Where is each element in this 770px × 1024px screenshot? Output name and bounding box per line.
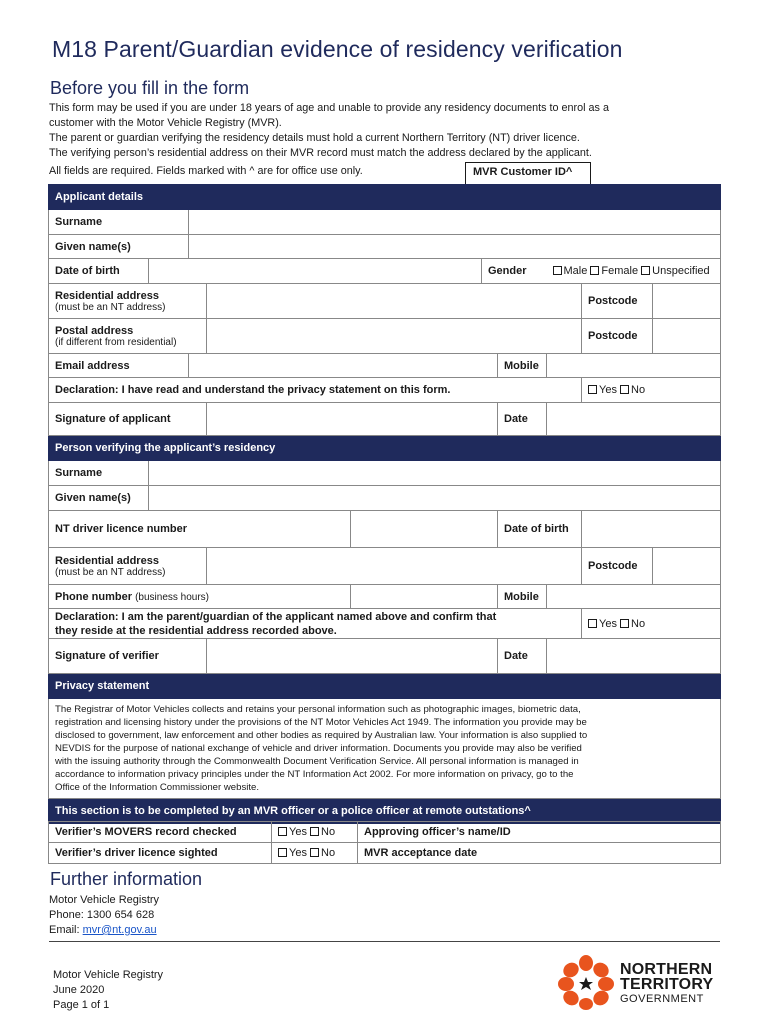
applicant-postcode-label: Postcode xyxy=(582,284,653,319)
verifier-postcode-label: Postcode xyxy=(582,548,653,585)
applicant-postal-address-label: Postal address (if different from residential) xyxy=(49,319,207,354)
applicant-res-address-label: Residential address (must be an NT address) xyxy=(49,284,207,319)
office-movers-options xyxy=(272,822,358,843)
applicant-declaration-no[interactable]: No xyxy=(620,384,645,396)
applicant-mobile-field[interactable] xyxy=(547,354,721,378)
applicant-mobile-label: Mobile xyxy=(498,354,547,378)
office-acceptance-label: MVR acceptance date xyxy=(358,843,533,864)
privacy-line: NEVDIS for the purpose of national exchange of vehicle and driver information. Documents you provide may also be verified xyxy=(55,743,582,754)
office-movers-yes[interactable]: Yes xyxy=(278,826,307,838)
verifier-declaration-yes[interactable]: Yes xyxy=(588,618,617,630)
privacy-section-header: Privacy statement xyxy=(49,674,721,699)
privacy-line: Office of the Information Commissioner website. xyxy=(55,782,260,793)
verifier-declaration-no[interactable]: No xyxy=(620,618,645,630)
verifier-postcode-field[interactable] xyxy=(653,548,721,585)
applicant-gender-label: Gender xyxy=(482,259,547,284)
applicant-gender-options xyxy=(547,259,721,284)
verifier-date-label: Date xyxy=(498,639,547,674)
logo-wordmark: NORTHERN TERRITORY GOVERNMENT xyxy=(620,961,714,1005)
applicant-postcode-field[interactable] xyxy=(653,284,721,319)
applicant-dob-field[interactable] xyxy=(149,259,482,284)
applicant-postal-address-field[interactable] xyxy=(207,319,582,354)
applicant-signature-label: Signature of applicant xyxy=(49,403,207,436)
further-heading: Further information xyxy=(50,869,203,889)
verifier-mobile-label: Mobile xyxy=(498,585,547,609)
office-movers-label: Verifier’s MOVERS record checked xyxy=(49,822,272,843)
intro-line: customer with the Motor Vehicle Registry (MVR). xyxy=(49,117,282,129)
intro-line: This form may be used if you are under 18 years of age and unable to provide any residency documents to enrol as a xyxy=(49,102,609,114)
privacy-line: registration and licensing history under the provisions of the NT Motor Vehicles Act 1949. The information you provide may be xyxy=(55,717,587,728)
privacy-line: with the issuing authority through the Commonwealth Document Verification Service. All personal information is managed in xyxy=(55,756,579,767)
checkbox-icon xyxy=(553,266,562,275)
office-approving-field[interactable] xyxy=(533,822,721,843)
before-heading: Before you fill in the form xyxy=(50,78,250,98)
office-licence-yes[interactable]: Yes xyxy=(278,847,307,859)
verifier-phone-label: Phone number (business hours) xyxy=(49,585,351,609)
office-licence-sighted-label: Verifier’s driver licence sighted xyxy=(49,843,272,864)
verifier-surname-label: Surname xyxy=(49,461,149,486)
gender-unspecified-checkbox[interactable]: Unspecified xyxy=(641,265,709,277)
office-section-header: This section is to be completed by an MVR officer or a police officer at remote outstations^ xyxy=(49,799,721,824)
verifier-licence-label: NT driver licence number xyxy=(49,511,351,548)
intro-line: The verifying person’s residential address on their MVR record must match the address declared by the applicant. xyxy=(49,147,592,159)
verifier-section-header: Person verifying the applicant’s residency xyxy=(49,436,721,461)
verifier-given-names-label: Given name(s) xyxy=(49,486,149,511)
verifier-dob-field[interactable] xyxy=(582,511,721,548)
checkbox-icon xyxy=(590,266,599,275)
footer-date: June 2020 xyxy=(53,984,105,996)
footer xyxy=(53,968,163,1013)
office-movers-no[interactable]: No xyxy=(310,826,335,838)
all-fields-note: All fields are required. Fields marked with ^ are for office use only. xyxy=(49,165,363,177)
applicant-surname-field[interactable] xyxy=(189,210,721,235)
gender-female-checkbox[interactable]: Female xyxy=(590,265,638,277)
checkbox-icon xyxy=(620,619,629,628)
verifier-signature-field[interactable] xyxy=(207,639,498,674)
footer-divider xyxy=(49,941,720,942)
office-table xyxy=(48,821,721,864)
office-acceptance-field[interactable] xyxy=(533,843,721,864)
checkbox-icon xyxy=(310,827,319,836)
email-link[interactable]: mvr@nt.gov.au xyxy=(82,924,157,936)
checkbox-icon xyxy=(620,385,629,394)
applicant-postal-postcode-label: Postcode xyxy=(582,319,653,354)
applicant-declaration: Declaration: I have read and understand the privacy statement on this form. xyxy=(49,378,582,403)
verifier-signature-label: Signature of verifier xyxy=(49,639,207,674)
verifier-given-names-field[interactable] xyxy=(149,486,721,511)
applicant-signature-field[interactable] xyxy=(207,403,498,436)
privacy-line: accordance to information privacy principles under the NT Information Act 2002. For more information on privacy, go to the xyxy=(55,769,574,780)
further-info xyxy=(49,893,159,938)
verifier-res-address-field[interactable] xyxy=(207,548,582,585)
further-phone: Phone: 1300 654 628 xyxy=(49,909,155,921)
applicant-surname-label: Surname xyxy=(49,210,189,235)
footer-org: Motor Vehicle Registry xyxy=(53,969,164,981)
page-title: M18 Parent/Guardian evidence of residency verification xyxy=(52,36,623,62)
checkbox-icon xyxy=(641,266,650,275)
verifier-surname-field[interactable] xyxy=(149,461,721,486)
form-table xyxy=(48,184,721,824)
applicant-email-field[interactable] xyxy=(189,354,498,378)
applicant-email-label: Email address xyxy=(49,354,189,378)
applicant-dob-label: Date of birth xyxy=(49,259,149,284)
checkbox-icon xyxy=(278,827,287,836)
gender-male-checkbox[interactable]: Male xyxy=(553,265,588,277)
applicant-res-address-field[interactable] xyxy=(207,284,582,319)
footer-page: Page 1 of 1 xyxy=(53,999,110,1011)
applicant-given-names-field[interactable] xyxy=(189,235,721,259)
verifier-date-field[interactable] xyxy=(547,639,721,674)
intro-text xyxy=(49,101,719,161)
checkbox-icon xyxy=(588,385,597,394)
office-licence-sighted-options xyxy=(272,843,358,864)
verifier-res-address-label: Residential address (must be an NT address) xyxy=(49,548,207,585)
applicant-postal-postcode-field[interactable] xyxy=(653,319,721,354)
further-email-line: Email: mvr@nt.gov.au xyxy=(49,924,157,936)
privacy-line: The Registrar of Motor Vehicles collects and retains your personal information such as photographic images, biometric data, xyxy=(55,704,581,715)
applicant-given-names-label: Given name(s) xyxy=(49,235,189,259)
applicant-date-label: Date xyxy=(498,403,547,436)
mvr-customer-id-label: MVR Customer ID^ xyxy=(465,162,591,184)
checkbox-icon xyxy=(310,848,319,857)
applicant-section-header: Applicant details xyxy=(49,185,721,210)
verifier-declaration-options xyxy=(582,609,721,639)
applicant-declaration-options xyxy=(582,378,721,403)
verifier-mobile-field[interactable] xyxy=(547,585,721,609)
privacy-line: disclosed to government, law enforcement and other bodies as required by Australian law. Your information is also supplied to xyxy=(55,730,588,741)
applicant-date-field[interactable] xyxy=(547,403,721,436)
privacy-statement xyxy=(49,699,721,799)
checkbox-icon xyxy=(278,848,287,857)
verifier-licence-field[interactable] xyxy=(351,511,498,548)
further-org: Motor Vehicle Registry xyxy=(49,894,160,906)
office-approving-label: Approving officer’s name/ID xyxy=(358,822,533,843)
verifier-dob-label: Date of birth xyxy=(498,511,582,548)
office-licence-no[interactable]: No xyxy=(310,847,335,859)
verifier-phone-field[interactable] xyxy=(351,585,498,609)
intro-line: The parent or guardian verifying the residency details must hold a current Northern Territory (NT) driver licence. xyxy=(49,132,580,144)
checkbox-icon xyxy=(588,619,597,628)
applicant-declaration-yes[interactable]: Yes xyxy=(588,384,617,396)
verifier-declaration: Declaration: I am the parent/guardian of the applicant named above and confirm that they reside at the residential address recorded above. xyxy=(49,609,582,639)
